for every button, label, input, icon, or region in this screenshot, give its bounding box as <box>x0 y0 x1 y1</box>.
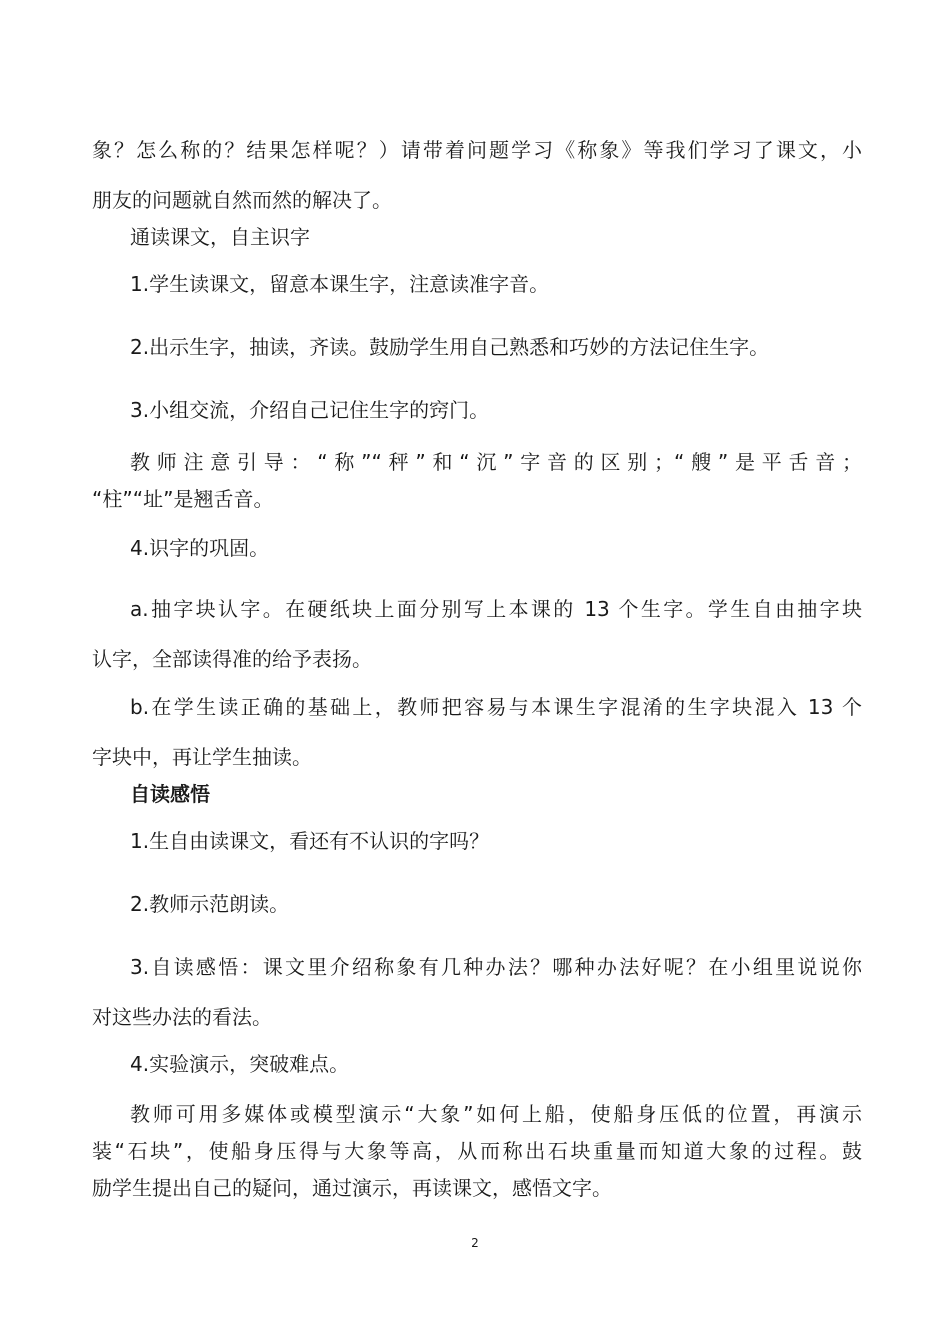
list-item: 4.实验演示，突破难点。 <box>130 1052 350 1076</box>
list-item: 2.出示生字，抽读，齐读。鼓励学生用自己熟悉和巧妙的方法记住生字。 <box>130 335 770 359</box>
paragraph-line: 字块中，再让学生抽读。 <box>92 745 312 769</box>
paragraph-line: 装“石块”，使船身压得与大象等高，从而称出石块重量而知道大象的过程。鼓 <box>92 1139 862 1163</box>
list-item: 4.识字的巩固。 <box>130 536 270 560</box>
page-number: 2 <box>471 1236 479 1250</box>
list-item: b.在学生读正确的基础上，教师把容易与本课生字混淆的生字块混入 13 个 <box>130 695 862 719</box>
list-item: 3.自读感悟：课文里介绍称象有几种办法？哪种办法好呢？在小组里说说你 <box>130 955 862 979</box>
paragraph-line: 教师可用多媒体或模型演示“大象”如何上船，使船身压低的位置，再演示 <box>130 1102 862 1126</box>
list-item: 1.学生读课文，留意本课生字，注意读准字音。 <box>130 272 550 296</box>
paragraph-line: 朋友的问题就自然而然的解决了。 <box>92 188 392 212</box>
paragraph-line: 对这些办法的看法。 <box>92 1005 272 1029</box>
paragraph-line: 励学生提出自己的疑问，通过演示，再读课文，感悟文字。 <box>92 1176 612 1200</box>
section-heading: 通读课文，自主识字 <box>130 225 310 249</box>
paragraph-line: 象？怎么称的？结果怎样呢？）请带着问题学习《称象》等我们学习了课文，小 <box>92 138 862 162</box>
list-item: 1.生自由读课文，看还有不认识的字吗？ <box>130 829 490 853</box>
list-item: 2.教师示范朗读。 <box>130 892 290 916</box>
paragraph-line: 认字，全部读得准的给予表扬。 <box>92 647 372 671</box>
list-item: 3.小组交流，介绍自己记住生字的窍门。 <box>130 398 490 422</box>
list-item: a.抽字块认字。在硬纸块上面分别写上本课的 13 个生字。学生自由抽字块 <box>130 597 862 621</box>
paragraph-line: “柱”“址”是翘舌音。 <box>92 487 274 511</box>
section-heading: 自读感悟 <box>130 782 210 806</box>
paragraph-line: 教师注意引导：“称”“秤”和“沉”字音的区别；“艘”是平舌音； <box>130 450 862 474</box>
